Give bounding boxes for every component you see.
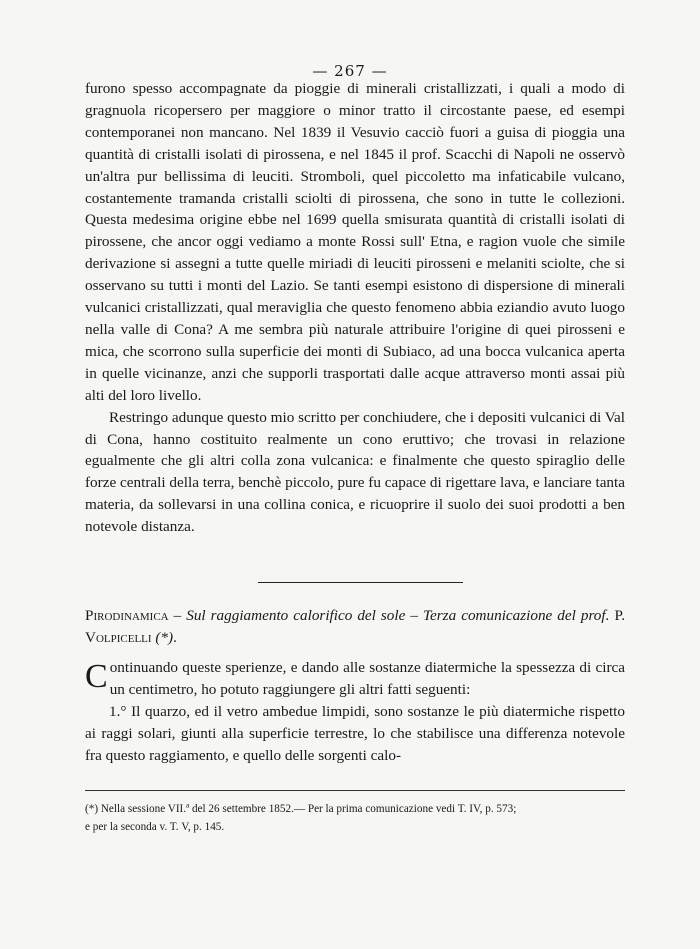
heading-end: . xyxy=(173,629,177,646)
section-divider xyxy=(258,582,463,583)
section-title: Sul raggiamento calorifico del sole xyxy=(186,607,406,624)
section-heading xyxy=(85,605,625,649)
paragraph-conclusion: Restringo adunque questo mio scritto per conchiudere, che i depositi vulcanici di Val di Cona, hanno costituito realmente un cono eruttivo; che trovasi in relazione egualmente che gli altri colla zona vulcanica: e finalmente che questo spiraglio delle forze centrali della terra, benchè piccolo, pure fu capace di rigettare lava, e lanciare tanta materia, da sollevarsi in una collina conica, e ricuoprire il suolo dei suoi prodotti a ben notevole distanza. xyxy=(85,408,625,536)
section-label: Pirodinamica xyxy=(85,607,169,624)
footnotes xyxy=(85,800,625,836)
new-section xyxy=(85,605,625,767)
section-paragraph-1-text: ontinuando queste sperienze, e dando alle sostanze diatermiche la spessezza di circa un centimetro, ho potuto raggiungere gli altri fatti seguenti: xyxy=(109,659,625,698)
heading-dash-1: – xyxy=(168,607,187,624)
footnote-reference: (*) xyxy=(155,629,174,646)
section-author: P. Volpicelli xyxy=(85,607,625,646)
section-paragraph-2: 1.° Il quarzo, ed il vetro ambedue limpidi, sono sostanze le più diatermiche rispetto ai raggi solari, giunti alla superficie terrestre, lo che stabilisce una differenza notevole fra questo raggiamento, e quello delle sorgenti calo- xyxy=(85,703,625,764)
footnote-rule xyxy=(85,790,625,791)
page-number: — 267 — xyxy=(312,62,388,80)
footnote-line-2: e per la seconda v. T. V, p. 145. xyxy=(85,821,225,833)
drop-cap: C xyxy=(85,658,108,695)
body-text xyxy=(85,78,625,538)
heading-dash-2: – xyxy=(405,607,423,624)
section-subtitle: Terza comunicazione del prof. xyxy=(422,607,610,624)
footnote-line-1: (*) Nella sessione VII.ª del 26 settembre 1852.— Per la prima comunicazione vedi T. IV, p. 573; xyxy=(85,803,517,815)
section-paragraph-1 xyxy=(85,657,625,701)
paragraph-continuation: furono spesso accompagnate da pioggie di minerali cristallizzati, i quali a modo di gragnuola ricopersero per maggiore o minor tratto il circostante paese, ed esempi contemporanei non mancano. Nel 1839 il Vesuvio cacciò fuori a guisa di pioggia una quantità di cristalli isolati di pirossena, e nel 1845 il prof. Scacchi di Napoli ne osservò un'altra pur bellissima di leuciti. Stromboli, quel piccoletto ma infaticabile vulcano, costantemente tramanda cristalli sciolti di pirossena, che sono in tutte le collezioni. Questa medesima origine ebbe nel 1699 quella smisurata quantità di cristalli isolati di pirossene, che ancor oggi vediamo a monte Rossi sull' Etna, e ragion vuole che simile derivazione si assegni a tutte quelle miriadi di leuciti pirosseni e melaniti sciolte, che si osservano su tutti i monti del Lazio. Se tanti esempi esistono di dispersione di minerali vulcanici cristallizzati, qual meraviglia che questo fenomeno abbia eziandio avuto luogo nella valle di Cona? A me sembra più naturale attribuire l'origine di quei pirosseni e mica, che scorrono sulla superficie dei monti di Subiaco, ad una bocca vulcanica aperta in quelle vicinanze, anzi che supporli trasportati dalle acque attraverso monti assai più alti del loro livello. xyxy=(85,80,625,404)
